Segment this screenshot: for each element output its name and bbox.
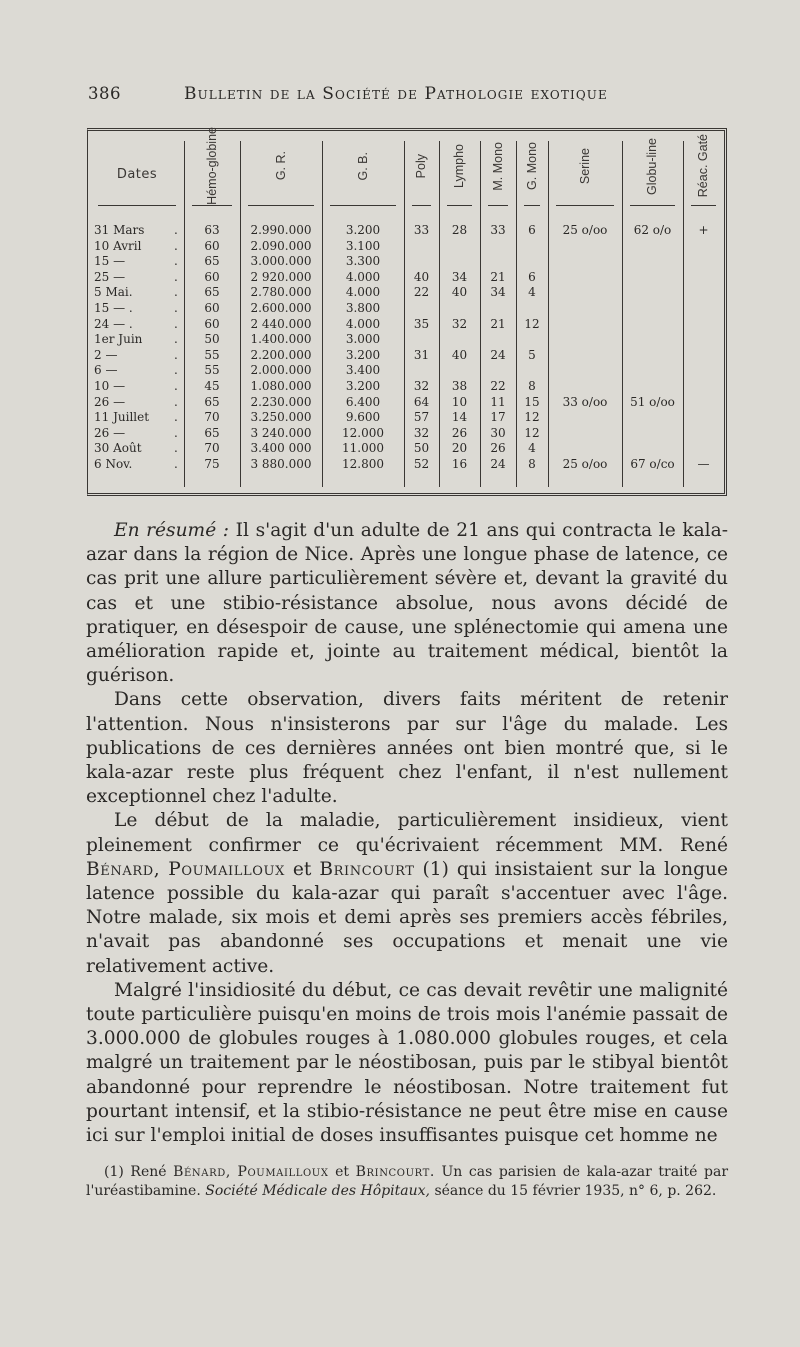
table-cell-gr: 3 880.000	[250, 457, 312, 471]
date-leader-dot: .	[174, 285, 178, 300]
table-cell-hemo: 65	[204, 394, 220, 409]
column-header-serine	[548, 131, 622, 201]
table-cell-date: 1er Juin	[94, 332, 143, 347]
footnote-journal: Société Médicale des Hôpitaux,	[205, 1182, 430, 1199]
table-cell-gmono: 4	[528, 441, 536, 456]
table-cell-gb: 12.000	[342, 425, 384, 440]
table-cell-gb: 3.200	[345, 347, 381, 362]
column-header-label: Globu-line	[645, 137, 659, 195]
footnote-ref: (1) René	[104, 1164, 167, 1180]
table-cell-hemo: 55	[204, 363, 220, 378]
table-cell-gb: 3.400	[345, 363, 381, 378]
table-cell-hemo: 65	[204, 425, 220, 440]
paragraph-summary	[86, 519, 728, 688]
table-cell-hemo: 55	[204, 347, 220, 362]
table-cell-globuline: 51 o/oo	[630, 394, 675, 409]
table-cell-poly: 64	[413, 394, 430, 409]
header-rule	[412, 205, 431, 206]
table-cell-gr: 2.780.000	[250, 285, 312, 300]
blood-count-table	[87, 128, 727, 496]
table-cell-date: 30 Août	[94, 441, 142, 456]
date-leader-dot: .	[174, 332, 178, 347]
table-cell-date: 11 Juillet	[94, 410, 150, 425]
table-cell-mmono: 26	[490, 441, 506, 456]
author-brincourt: Brincourt	[319, 858, 415, 880]
table-cell-hemo: 65	[204, 254, 220, 269]
table-cell-date: 26 —	[94, 394, 126, 409]
column-header-dates	[90, 139, 184, 209]
paragraph-onset	[86, 809, 728, 978]
table-cell-date: 26 —	[94, 425, 126, 440]
table-cell-globuline: 67 o/co	[630, 457, 675, 471]
table-cell-gb: 4.000	[345, 285, 381, 300]
column-header-label: Poly	[414, 153, 428, 179]
table-cell-lympho: 40	[451, 285, 468, 300]
table-cell-date: 5 Mai.	[94, 285, 133, 300]
date-leader-dot: .	[174, 457, 178, 471]
date-leader-dot: .	[174, 379, 178, 393]
table-cell-lympho: 26	[451, 425, 468, 440]
column-header-gr	[240, 131, 322, 201]
table-cell-gb: 3.100	[345, 238, 381, 253]
table-cell-hemo: 70	[204, 441, 220, 456]
table-cell-hemo: 45	[204, 379, 220, 393]
table-cell-lympho: 28	[451, 223, 468, 237]
date-leader-dot: .	[174, 316, 178, 331]
date-leader-dot: .	[174, 347, 178, 362]
table-cell-gb: 3.800	[345, 301, 381, 315]
header-rule	[447, 205, 472, 206]
table-cell-gb: 3.300	[345, 254, 381, 269]
column-header-label: G. Mono	[524, 142, 539, 190]
table-cell-gr: 3 240.000	[250, 425, 312, 440]
column-header-gb	[322, 131, 404, 201]
table-cell-mmono: 24	[490, 457, 506, 471]
summary-text: Il s'agit d'un adulte de 21 ans qui contracta le kala-azar dans la région de Nice. Après une longue phase de latence, ce cas prit une allure particulièrement sévère et, devant la gravité du cas et une stibio-résistance absolue, nous avons décidé de pratiquer, en désespoir de cause, une splénectomie qui amena une amélioration rapide et, jointe au traitement médical, bientôt la guérison.	[86, 520, 728, 687]
table-cell-hemo: 60	[204, 301, 220, 315]
onset-text-b: (1) qui insistaient sur la longue latence possible du kala-azar qui paraît s'accentuer avec l'âge. Notre malade, six mois et demi après ses premiers accès fébriles, n'avait pas abandonné ses occupations et menait une vie relativement active.	[86, 858, 728, 977]
table-cell-hemo: 63	[204, 223, 220, 237]
table-cell-gr: 1.080.000	[250, 379, 312, 393]
table-cell-gb: 4.000	[345, 316, 381, 331]
date-leader-dot: .	[174, 410, 178, 425]
date-leader-dot: .	[174, 301, 178, 315]
table-cell-mmono: 22	[490, 379, 506, 393]
date-leader-dot: .	[174, 425, 178, 440]
table-cell-gr: 3.250.000	[250, 410, 312, 425]
table-cell-serine: 25 o/oo	[562, 223, 608, 237]
table-cell-gb: 6.400	[345, 394, 381, 409]
table-cell-gb: 4.000	[345, 269, 381, 284]
running-title: Bulletin de la Société de Pathologie exotique	[184, 84, 608, 104]
table-cell-gr: 3.000.000	[250, 254, 312, 269]
column-header-label: G. B.	[355, 151, 370, 181]
table-cell-gr: 2.230.000	[250, 394, 312, 409]
column-header-label: Serine	[577, 147, 592, 185]
header-rule	[330, 205, 396, 206]
table-cell-hemo: 50	[204, 332, 220, 347]
table-cell-gmono: 6	[528, 269, 536, 284]
table-cell-gb: 3.200	[345, 379, 381, 393]
table-cell-gb: 3.200	[345, 223, 381, 237]
column-header-gmono	[516, 131, 548, 201]
date-leader-dot: .	[174, 394, 178, 409]
footnote-et: et	[335, 1164, 350, 1180]
footnote	[86, 1163, 728, 1200]
column-header-reac	[683, 131, 724, 201]
table-cell-lympho: 16	[451, 457, 468, 471]
date-leader-dot: .	[174, 269, 178, 284]
table-cell-gmono: 6	[528, 223, 536, 237]
header-rule	[556, 205, 614, 206]
table-cell-date: 6 Nov.	[94, 457, 133, 471]
table-cell-poly: 32	[413, 379, 430, 393]
table-cell-reac: +	[698, 223, 709, 237]
table-cell-gr: 2 920.000	[250, 269, 312, 284]
table-cell-globuline: 62 o/o	[633, 223, 672, 237]
table-cell-gr: 2.090.000	[250, 238, 312, 253]
table-cell-date: 2 —	[94, 347, 118, 362]
summary-lead: En résumé :	[114, 520, 230, 541]
table-cell-lympho: 20	[451, 441, 468, 456]
header-rule	[630, 205, 675, 206]
footnote-details: séance du 15 février 1935, n° 6, p. 262.	[434, 1182, 717, 1199]
table-cell-mmono: 17	[490, 410, 506, 425]
table-cell-hemo: 70	[204, 410, 220, 425]
table-cell-mmono: 30	[490, 425, 506, 440]
table-cell-gb: 12.800	[342, 457, 384, 471]
onset-et: et	[292, 858, 312, 880]
table-cell-lympho: 32	[451, 316, 468, 331]
column-header-label: M. Mono	[490, 141, 505, 191]
table-cell-gr: 3.400 000	[250, 441, 312, 456]
table-cell-gb: 3.000	[345, 332, 381, 347]
table-cell-gmono: 5	[528, 347, 536, 362]
table-cell-poly: 33	[413, 223, 430, 237]
table-cell-date: 25 —	[94, 269, 126, 284]
table-cell-gr: 2.200.000	[250, 347, 312, 362]
column-header-label: Hémo-globine	[204, 127, 219, 205]
table-cell-gmono: 12	[524, 425, 540, 440]
table-cell-gmono: 12	[524, 316, 540, 331]
header-rule	[248, 205, 314, 206]
header-rule	[691, 205, 716, 206]
column-header-label: Réac. Gaté	[696, 134, 710, 198]
table-cell-gr: 1.400.000	[250, 332, 312, 347]
table-cell-date: 6 —	[94, 363, 118, 378]
table-cell-date: 24 — .	[94, 316, 133, 331]
date-leader-dot: .	[174, 363, 178, 378]
column-header-globuline	[622, 131, 683, 201]
table-cell-serine: 33 o/oo	[562, 394, 608, 409]
table-cell-gr: 2.600.000	[250, 301, 312, 315]
table-cell-lympho: 40	[451, 347, 468, 362]
header-rule	[192, 205, 232, 206]
column-header-label: G. R.	[273, 151, 288, 181]
table-cell-hemo: 65	[204, 285, 220, 300]
date-leader-dot: .	[174, 223, 178, 237]
table-cell-gmono: 12	[524, 410, 540, 425]
header-rule	[524, 205, 540, 206]
table-cell-gr: 2.990.000	[250, 223, 312, 237]
table-cell-mmono: 33	[490, 223, 506, 237]
table-cell-gb: 9.600	[345, 410, 381, 425]
footnote-author-2: Poumailloux	[237, 1164, 329, 1180]
table-cell-poly: 35	[413, 316, 430, 331]
table-cell-lympho: 34	[451, 269, 468, 284]
column-header-mmono	[480, 131, 516, 201]
table-cell-mmono: 21	[490, 269, 506, 284]
table-cell-hemo: 60	[204, 269, 220, 284]
table-cell-poly: 32	[413, 425, 430, 440]
column-header-poly	[404, 131, 439, 201]
author-benard: Bénard,	[86, 858, 161, 880]
table-cell-reac: —	[697, 457, 710, 471]
table-cell-mmono: 11	[490, 394, 506, 409]
column-header-lympho	[439, 131, 480, 201]
body-text	[86, 519, 728, 1148]
table-cell-hemo: 60	[204, 316, 220, 331]
table-cell-gmono: 15	[524, 394, 540, 409]
column-header-label: Dates	[116, 166, 158, 182]
table-cell-gmono: 8	[528, 379, 536, 393]
date-leader-dot: .	[174, 441, 178, 456]
table-cell-poly: 57	[413, 410, 430, 425]
paragraph-age: Dans cette observation, divers faits méritent de retenir l'attention. Nous n'insisterons par sur l'âge du malade. Les publications de ces dernières années ont bien montré que, si le kala-azar reste plus fréquent chez l'enfant, il n'est nullement exceptionnel chez l'adulte.	[86, 689, 728, 808]
table-cell-date: 15 — .	[94, 301, 133, 315]
table-cell-mmono: 21	[490, 316, 506, 331]
table-cell-hemo: 60	[204, 238, 220, 253]
table-cell-mmono: 34	[490, 285, 506, 300]
paragraph-malignancy: Malgré l'insidiosité du début, ce cas devait revêtir une malignité toute particulière puisqu'en moins de trois mois l'anémie passait de 3.000.000 de globules rouges à 1.080.000 globules rouges, et cela malgré un traitement par le néostibosan, puis par le stibyal bientôt abandonné pour reprendre le néostibosan. Notre traitement fut pourtant intensif, et la stibio-résistance ne peut être mise en cause ici sur l'emploi initial de doses insuffisantes puisque cet homme ne	[86, 979, 728, 1147]
date-leader-dot: .	[174, 254, 178, 269]
footnote-author-3: Brincourt.	[355, 1164, 435, 1180]
page-header	[88, 84, 728, 108]
table-cell-poly: 40	[413, 269, 430, 284]
footnote-title: Un cas parisien de kala-azar traité par l'uréastibamine.	[86, 1164, 729, 1199]
table-cell-gmono: 4	[528, 285, 536, 300]
table-cell-poly: 52	[413, 457, 430, 471]
table-cell-gmono: 8	[528, 457, 536, 471]
table-cell-gr: 2 440.000	[250, 316, 312, 331]
footnote-author-1: Bénard,	[173, 1164, 231, 1180]
onset-text-a: Le début de la maladie, particulièrement insidieux, vient pleinement confirmer ce qu'écrivaient récemment MM. René	[86, 810, 728, 856]
table-cell-date: 31 Mars	[94, 223, 145, 237]
column-header-hemoglobine	[184, 127, 240, 205]
table-cell-date: 10 —	[94, 379, 126, 393]
table-cell-lympho: 38	[451, 379, 468, 393]
table-cell-poly: 50	[413, 441, 430, 456]
page-number: 386	[88, 84, 121, 103]
table-cell-hemo: 75	[204, 457, 220, 471]
table-cell-mmono: 24	[490, 347, 506, 362]
table-cell-lympho: 10	[451, 394, 468, 409]
header-rule	[488, 205, 508, 206]
table-cell-lympho: 14	[451, 410, 468, 425]
author-poumailloux: Poumailloux	[168, 858, 285, 880]
table-cell-date: 10 Avril	[94, 238, 142, 253]
table-cell-gb: 11.000	[342, 441, 384, 456]
table-cell-poly: 31	[413, 347, 430, 362]
column-header-label: Lympho	[452, 143, 466, 188]
table-cell-poly: 22	[413, 285, 430, 300]
table-cell-date: 15 —	[94, 254, 126, 269]
table-cell-gr: 2.000.000	[250, 363, 312, 378]
date-leader-dot: .	[174, 238, 178, 253]
table-cell-serine: 25 o/oo	[562, 457, 608, 471]
